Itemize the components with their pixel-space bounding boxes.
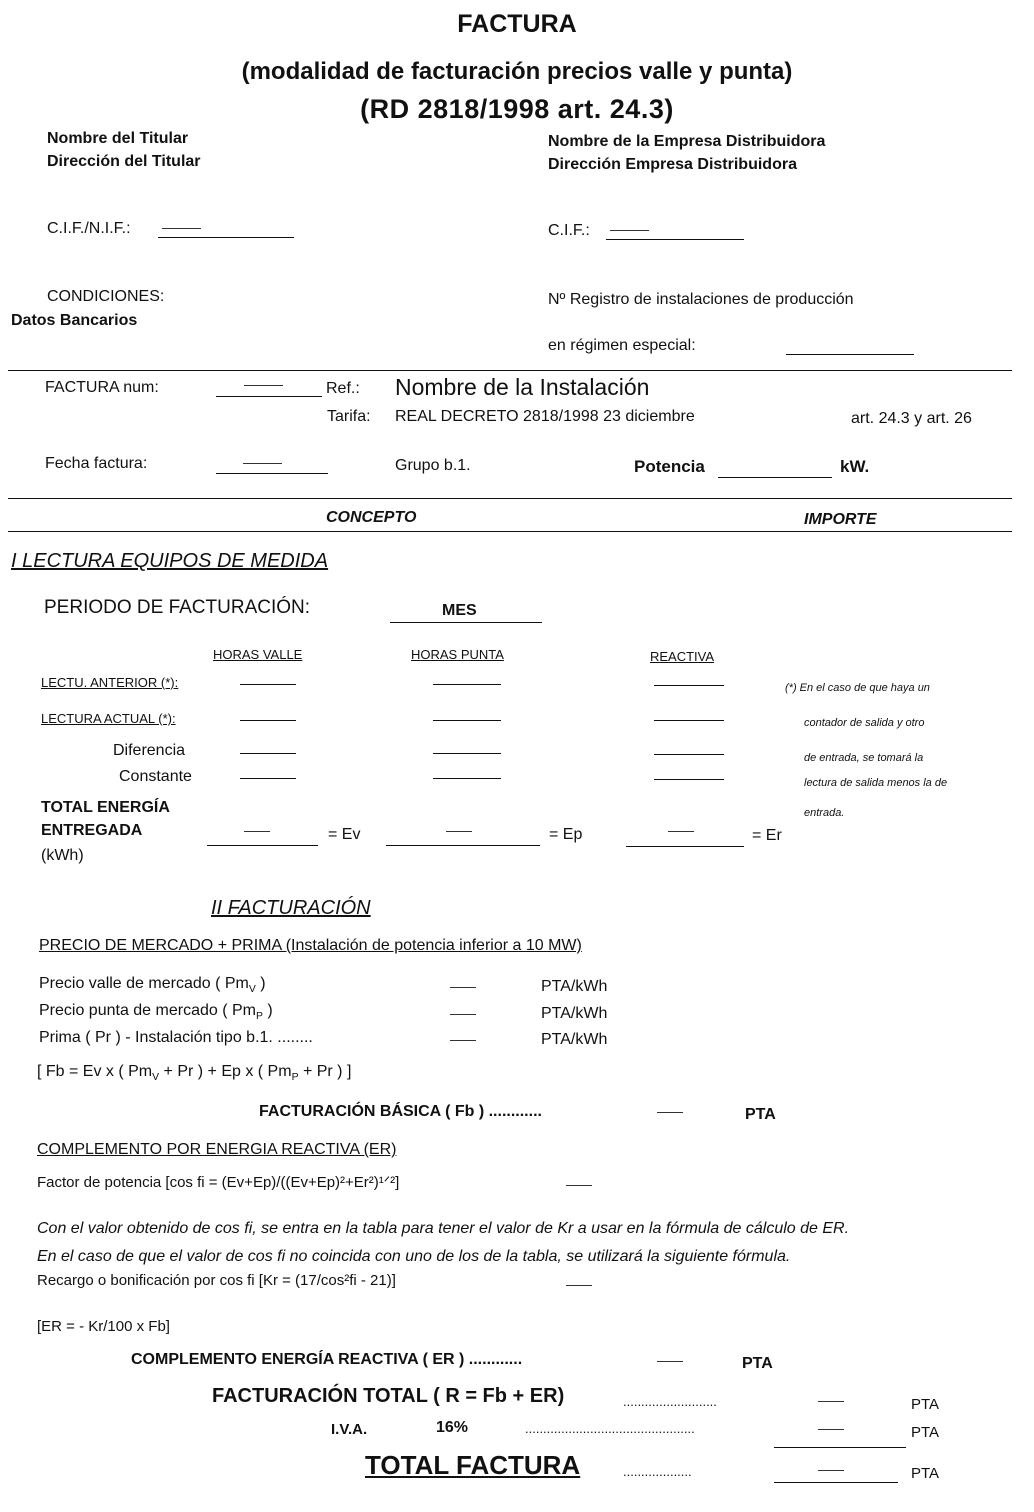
invoice-date-value: ——— xyxy=(243,455,282,470)
total-billing-value: —— xyxy=(818,1393,844,1408)
vat-dots: ............................................... xyxy=(525,1421,695,1436)
col-horas-punta: HORAS PUNTA xyxy=(411,647,504,662)
note-line: entrada. xyxy=(804,807,845,819)
basic-billing-currency: PTA xyxy=(745,1106,776,1123)
bank-data-label: Datos Bancarios xyxy=(11,312,138,329)
ep-line xyxy=(386,845,540,846)
note-kr-formula: En el caso de que el valor de cos fi no coincida con uno de los de la tabla, se utilizará la siguiente fórmula. xyxy=(37,1248,791,1265)
cell-dash xyxy=(433,684,501,685)
section-reading-heading: I LECTURA EQUIPOS DE MEDIDA xyxy=(11,550,329,572)
column-importe: IMPORTE xyxy=(804,511,877,528)
er-line xyxy=(626,846,744,847)
ref-label: Ref.: xyxy=(326,380,360,397)
billing-period-value: MES xyxy=(442,602,477,619)
total-invoice-currency: PTA xyxy=(911,1465,940,1482)
total-kwh-label: (kWh) xyxy=(41,847,84,864)
note-line: (*) En el caso de que haya un xyxy=(785,682,930,694)
power-factor-value: —— xyxy=(566,1177,592,1192)
kr-value: —— xyxy=(566,1277,592,1292)
billing-period-line xyxy=(390,622,542,623)
vat-percent: 16% xyxy=(436,1419,469,1436)
note-line: lectura de salida menos la de xyxy=(804,777,948,789)
registry-line xyxy=(786,354,914,355)
reactive-complement-label: COMPLEMENTO ENERGÍA REACTIVA ( ER ) ............ xyxy=(131,1351,523,1368)
cell-dash xyxy=(240,778,296,779)
valley-price-label: Precio valle de mercado ( $Pm_V$ ) xyxy=(39,975,266,996)
cell-dash xyxy=(654,754,724,755)
divider xyxy=(8,498,1012,499)
column-concepto: CONCEPTO xyxy=(326,509,417,526)
company-cif-label: C.I.F.: xyxy=(548,222,590,239)
vat-currency: PTA xyxy=(911,1424,940,1441)
company-cif-value: ——— xyxy=(610,222,649,237)
row-difference: Diferencia xyxy=(113,742,186,759)
invoice-date-line xyxy=(216,473,328,474)
note-line: contador de salida y otro xyxy=(804,717,925,729)
row-constant: Constante xyxy=(119,768,192,785)
conditions-label: CONDICIONES: xyxy=(47,288,165,305)
er-dash: —— xyxy=(668,823,694,838)
vat-value: —— xyxy=(818,1421,844,1436)
power-line xyxy=(718,477,832,478)
cell-dash xyxy=(654,779,724,780)
peak-price-unit: PTA/kWh xyxy=(541,1005,608,1022)
ep-label: = Ep xyxy=(549,826,583,843)
col-horas-valle: HORAS VALLE xyxy=(213,647,303,662)
titular-cif-value: ——— xyxy=(162,220,201,235)
total-invoice-label: TOTAL FACTURA xyxy=(365,1450,581,1480)
basic-formula: [ Fb = Ev x ( $Pm_V + Pr$ ) + Ep x ( $Pm_P + Pr$ ) ] xyxy=(37,1063,352,1084)
power-label: Potencia xyxy=(634,457,705,476)
titular-cif-label: C.I.F./N.I.F.: xyxy=(47,220,131,237)
kr-formula: Recargo o bonificación por cos fi [Kr = (17/cos²fi - 21)] xyxy=(37,1272,396,1289)
divider xyxy=(8,531,1012,532)
company-address: Dirección Empresa Distribuidora xyxy=(548,156,797,173)
ev-dash: —— xyxy=(244,823,270,838)
sum-line xyxy=(774,1447,906,1448)
cell-dash xyxy=(433,778,501,779)
market-price-heading: PRECIO DE MERCADO + PRIMA (Instalación de potencia inferior a 10 MW) xyxy=(39,937,582,954)
tariff-value: REAL DECRETO 2818/1998 23 diciembre xyxy=(395,408,695,425)
total-billing-dots: .......................... xyxy=(623,1394,717,1409)
invoice-title: FACTURA xyxy=(457,10,577,38)
note-line: de entrada, se tomará la xyxy=(804,752,924,764)
reactive-complement-value: —— xyxy=(657,1353,683,1368)
cell-dash xyxy=(240,753,296,754)
ev-line xyxy=(207,845,318,846)
company-cif-line xyxy=(606,239,744,240)
invoice-number-value: ——— xyxy=(244,377,283,392)
valley-price-value: —— xyxy=(450,979,476,994)
invoice-rd-reference: (RD 2818/1998 art. 24.3) xyxy=(360,94,674,124)
row-current-reading: LECTURA ACTUAL (*): xyxy=(41,711,176,726)
registry-label: Nº Registro de instalaciones de producción xyxy=(548,291,854,308)
power-unit: kW. xyxy=(840,457,870,476)
cell-dash xyxy=(433,720,501,721)
titular-cif-line xyxy=(158,237,294,238)
er-formula: [ER = - Kr/100 x Fb] xyxy=(37,1318,170,1335)
reactive-heading: COMPLEMENTO POR ENERGIA REACTIVA (ER) xyxy=(37,1141,397,1158)
cell-dash xyxy=(433,753,501,754)
invoice-number-label: FACTURA num: xyxy=(45,379,159,396)
col-reactiva: REACTIVA xyxy=(650,649,715,664)
cell-dash xyxy=(240,720,296,721)
installation-name: Nombre de la Instalación xyxy=(395,374,650,400)
total-invoice-line xyxy=(774,1482,898,1483)
reactive-complement-currency: PTA xyxy=(742,1355,773,1372)
basic-billing-value: —— xyxy=(657,1104,683,1119)
peak-price-label: Precio punta de mercado ( $Pm_P$ ) xyxy=(39,1002,273,1023)
total-energy-label: TOTAL ENERGÍA xyxy=(41,799,170,816)
total-billing-label: FACTURACIÓN TOTAL ( R = Fb + ER) xyxy=(212,1385,565,1407)
invoice-number-line xyxy=(216,396,322,397)
total-invoice-dots: ................... xyxy=(623,1464,692,1479)
invoice-subtitle: (modalidad de facturación precios valle y punta) xyxy=(241,58,793,85)
cell-dash xyxy=(240,684,296,685)
basic-billing-label: FACTURACIÓN BÁSICA ( Fb ) ............ xyxy=(259,1103,542,1120)
row-previous-reading: LECTU. ANTERIOR (*): xyxy=(41,675,179,690)
tariff-label: Tarifa: xyxy=(327,408,371,425)
premium-label: Prima ( Pr ) - Instalación tipo b.1. ........ xyxy=(39,1029,313,1046)
company-name: Nombre de la Empresa Distribuidora xyxy=(548,133,826,150)
titular-address: Dirección del Titular xyxy=(47,153,201,170)
invoice-date-label: Fecha factura: xyxy=(45,455,148,472)
titular-name: Nombre del Titular xyxy=(47,130,189,147)
total-delivered-label: ENTREGADA xyxy=(41,822,143,839)
total-billing-currency: PTA xyxy=(911,1396,940,1413)
vat-label: I.V.A. xyxy=(331,1421,368,1438)
premium-value: —— xyxy=(450,1032,476,1047)
ep-dash: —— xyxy=(446,823,472,838)
peak-price-value: —— xyxy=(450,1006,476,1021)
divider xyxy=(8,370,1012,371)
power-factor-formula: Factor de potencia [cos fi = (Ev+Ep)/((Ev+Ep)²+Er²)¹ᐟ²] xyxy=(37,1174,400,1191)
valley-price-unit: PTA/kWh xyxy=(541,978,608,995)
premium-unit: PTA/kWh xyxy=(541,1031,608,1048)
note-kr-table: Con el valor obtenido de cos fi, se entra en la tabla para tener el valor de Kr a usar en la fórmula de cálculo de ER. xyxy=(37,1220,850,1237)
ev-label: = Ev xyxy=(328,826,361,843)
registry-special-label: en régimen especial: xyxy=(548,337,696,354)
articles-label: art. 24.3 y art. 26 xyxy=(851,410,972,427)
cell-dash xyxy=(654,720,724,721)
cell-dash xyxy=(654,685,724,686)
section-billing-heading: II FACTURACIÓN xyxy=(211,897,371,919)
total-invoice-value: —— xyxy=(818,1462,844,1477)
group-label: Grupo b.1. xyxy=(395,457,471,474)
er-label: = Er xyxy=(752,827,782,844)
billing-period-label: PERIODO DE FACTURACIÓN: xyxy=(44,597,311,618)
